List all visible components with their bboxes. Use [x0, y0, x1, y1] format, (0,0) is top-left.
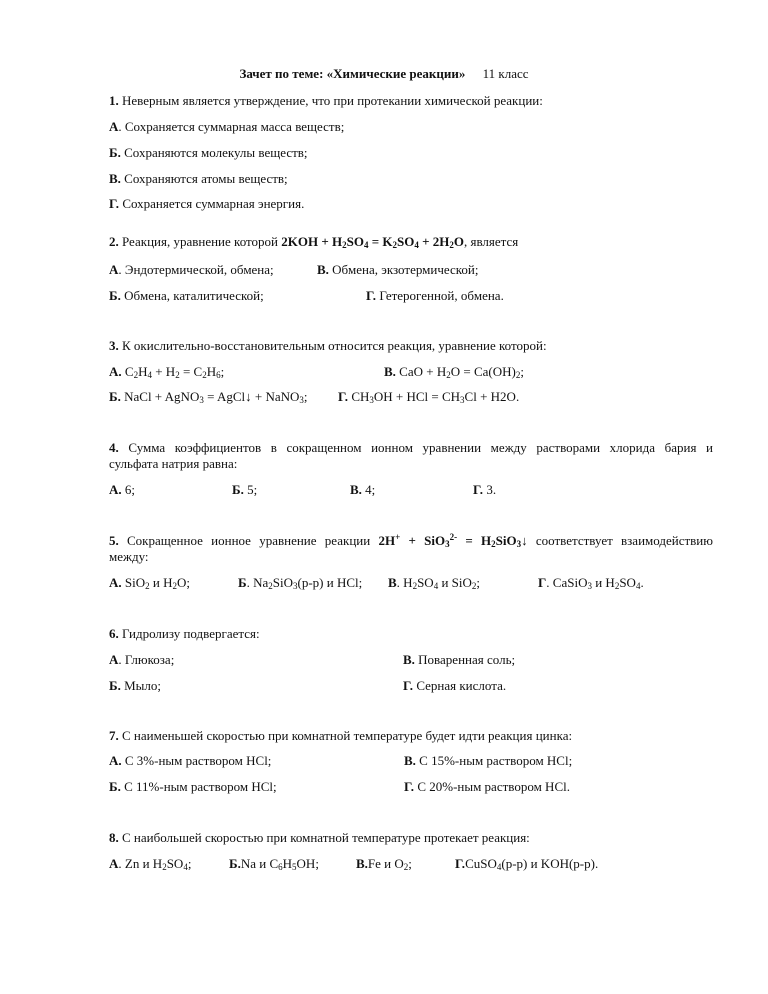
q1-option-g: Г. Сохраняется суммарная энергия. [109, 196, 305, 211]
question-8 [109, 830, 530, 846]
page-title [0, 66, 768, 82]
q2-options-row-1 [0, 262, 768, 280]
q8-option-a: А. Zn и $H_2SO_4$; [109, 856, 192, 872]
question-text: Сумма коэффициентов в сокращенном ионном уравнении между растворами хлорида бария и [128, 440, 714, 455]
q8-option-b: Б.Na и $C_6H_5OH$; [229, 856, 319, 872]
question-4-continued: сульфата натрия равна: [109, 456, 238, 471]
q1-option-b: Б. Сохраняются молекулы веществ; [109, 145, 308, 160]
q3-options-row-2 [0, 389, 768, 407]
grade-label: 11 класс [482, 66, 529, 81]
q6-option-b: Б. Мыло; [109, 678, 162, 693]
question-text: К окислительно-восстановительным относится реакция, уравнение которой: [122, 338, 547, 353]
q7-option-g: Г. С 20%-ным раствором HCl. [404, 779, 570, 794]
q6-option-v: В. Поваренная соль; [403, 652, 516, 667]
q3-option-v: В. CaO + $H_2O = Ca(OH)_2$; [384, 364, 524, 380]
q3-option-b: Б. NaCl + AgNO$_3$ = AgCl↓ + NaNO$_3$; [109, 389, 308, 405]
question-1 [109, 93, 543, 109]
q1-option-v: В. Сохраняются атомы веществ; [109, 171, 288, 186]
q7-option-a: А. С 3%-ным раствором HCl; [109, 753, 272, 768]
q4-option-v: В. 4; [350, 482, 376, 497]
reaction-equation: $2KOH + H_2SO_4 = K_2SO_4 + 2H_2O$ [281, 234, 464, 250]
q5-option-a: А. SiO$_2$ и $H_2O$; [109, 575, 190, 591]
q7-options-row-1 [0, 753, 768, 771]
q8-option-v: В.Fe и $O_2$; [356, 856, 412, 872]
ionic-equation: $2H^+ + SiO_3^{2-} = H_2SiO_3↓$ [378, 532, 528, 549]
question-number: 4. [109, 440, 119, 455]
q2-option-v: В. Обмена, экзотермической; [317, 262, 479, 277]
question-text: Неверным является утверждение, что при протекании химической реакции: [122, 93, 543, 108]
question-text: Сокращенное ионное уравнение реакции [127, 533, 371, 548]
q4-options-row [0, 482, 768, 500]
question-number: 3. [109, 338, 119, 353]
q8-option-g: Г.CuSO$_4$(р-р) и KOH(р-р). [455, 856, 599, 872]
q4-option-b: Б. 5; [232, 482, 258, 497]
q6-options-row-2 [0, 678, 768, 696]
question-7 [109, 728, 572, 744]
q6-option-a: А. Глюкоза; [109, 652, 175, 667]
title-topic: «Химические реакции» [326, 66, 466, 81]
question-text: С наибольшей скоростью при комнатной температуре протекает реакция: [122, 830, 530, 845]
question-number: 2. [109, 234, 119, 249]
question-text: Реакция, уравнение которой [122, 234, 278, 249]
q6-options-row-1 [0, 652, 768, 670]
question-number: 8. [109, 830, 119, 845]
question-2: 2. Реакция, уравнение которой $2KOH + H_2SO_4 = K_2SO_4 + 2H_2O$, является [109, 234, 519, 250]
q5-option-g: Г. CaSiO$_3$ и $H_2SO_4$. [538, 575, 644, 591]
q2-options-row-2 [0, 288, 768, 306]
q8-options-row [0, 856, 768, 874]
q4-option-a: А. 6; [109, 482, 136, 497]
q2-option-a: А. Эндотермической, обмена; [109, 262, 274, 277]
q5-options-row [0, 575, 768, 593]
q5-option-v: В. $H_2SO_4$ и SiO$_2$; [388, 575, 480, 591]
question-text: С наименьшей скоростью при комнатной температуре будет идти реакция цинка: [122, 728, 573, 743]
q5-option-b: Б. $Na_2SiO_3(р-р)$ и HCl; [238, 575, 363, 591]
q7-option-v: В. С 15%-ным раствором HCl; [404, 753, 573, 768]
question-number: 7. [109, 728, 119, 743]
q6-option-g: Г. Серная кислота. [403, 678, 507, 693]
question-text: Гидролизу подвергается: [122, 626, 260, 641]
q2-option-b: Б. Обмена, каталитической; [109, 288, 264, 303]
question-number: 5. [109, 533, 119, 548]
q3-option-g: Г. $CH_3OH$ + HCl = $CH_3Cl + H2O$. [338, 389, 520, 405]
question-5: 5. Сокращенное ионное уравнение реакции $2H^+ + SiO_3^{2-} = H_2SiO_3↓$ соответствует взаимодействию [109, 532, 713, 549]
q3-options-row-1 [0, 364, 768, 382]
question-3 [109, 338, 547, 354]
q4-option-g: Г. 3. [473, 482, 497, 497]
question-5-continued: между: [109, 549, 149, 564]
question-6 [109, 626, 260, 642]
question-number: 1. [109, 93, 119, 108]
q3-option-a: А. $C_2H_4 + H_2 = C_2H_6$; [109, 364, 225, 380]
title-prefix: Зачет по теме: [239, 66, 324, 81]
q7-options-row-2 [0, 779, 768, 797]
question-number: 6. [109, 626, 119, 641]
q2-option-g: Г. Гетерогенной, обмена. [366, 288, 504, 303]
q1-option-a: А. Сохраняется суммарная масса веществ; [109, 119, 345, 134]
question-4 [109, 440, 713, 456]
q7-option-b: Б. С 11%-ным раствором HCl; [109, 779, 277, 794]
